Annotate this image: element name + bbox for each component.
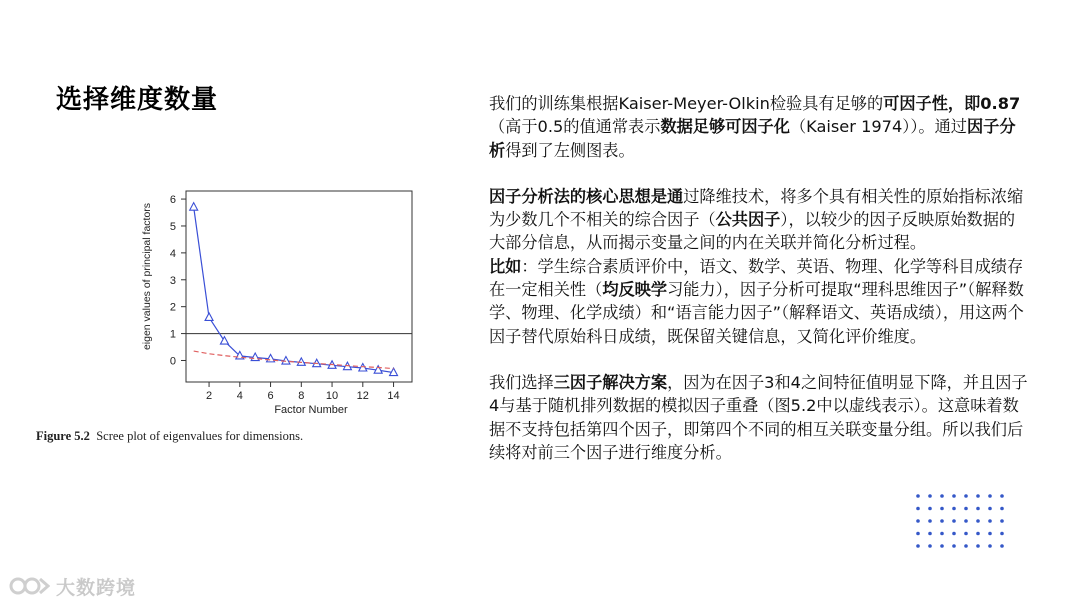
scree-plot-chart: [130, 185, 420, 415]
p1-segment: 数据足够可因子化: [660, 117, 790, 137]
paragraph-example: [489, 255, 1029, 348]
p4-segment: 我们选择: [489, 372, 554, 392]
decoration-dot: [916, 544, 920, 548]
decoration-dot: [952, 532, 956, 536]
decoration-dot: [964, 494, 968, 498]
p2-segment: 从而揭示变量之间的内在关联并简化分析过程。: [586, 233, 927, 253]
decoration-dot: [964, 507, 968, 511]
decoration-dot: [940, 507, 944, 511]
plot-frame: [186, 191, 412, 382]
decoration-dot: [976, 532, 980, 536]
decoration-dot: [916, 519, 920, 523]
decoration-dot: [928, 544, 932, 548]
p1-segment: （高于0.5的值通常表示: [489, 117, 661, 137]
y-tick-label: 5: [169, 220, 176, 233]
x-tick-label: 14: [387, 390, 400, 402]
y-tick-label: 4: [169, 247, 176, 260]
y-axis-label: eigen values of principal factors: [141, 202, 153, 351]
p3-segment: ：学生综合素质评价中，语文、数学、英语、物理、化学等科目成绩存在一定相关性（: [489, 256, 1024, 300]
decoration-dot: [940, 544, 944, 548]
decoration-dot: [928, 519, 932, 523]
decoration-dot: [928, 507, 932, 511]
decoration-dot: [976, 494, 980, 498]
decoration-dot: [988, 507, 992, 511]
p1-segment: 因子分析: [489, 117, 1016, 160]
decoration-dot: [1000, 532, 1004, 536]
decoration-dot: [940, 532, 944, 536]
decoration-dot: [1000, 519, 1004, 523]
decoration-dot: [964, 532, 968, 536]
decoration-dot: [916, 532, 920, 536]
figure-caption-label: Figure 5.2: [36, 429, 90, 443]
p4-segment: 三因子解决方案: [553, 372, 668, 392]
p4-segment: ，因为在因子3和4之间特征值明显下降，并且因子4与基于随机排列数据的模拟因子重叠（图5.2中以虚线表示）。这意味着数据不支持包括第四个因子，即第四个不同的相互关联变量分组。所以我们后续将对前三个因子进行维度分析。: [489, 372, 1028, 462]
x-tick-label: 6: [267, 390, 274, 402]
decoration-dot: [976, 544, 980, 548]
p3-segment: 习能力），因子分析可提取“理科思维因子”（解释数学、物理、化学成绩）和“语言能力因子”（解释语文、英语成绩），用这两个因子替代原始科日成绩，既保留关键信息，又简化评价维度。: [489, 280, 1024, 346]
x-tick-label: 12: [356, 390, 369, 402]
decoration-dot: [952, 519, 956, 523]
p1-segment: 得到了左侧图表。: [505, 140, 635, 160]
decoration-dot: [928, 532, 932, 536]
dot-grid-decoration: [914, 492, 1010, 552]
x-tick-label: 4: [236, 390, 243, 402]
figure-caption: [36, 429, 303, 444]
paragraph-factor-analysis: [489, 185, 1029, 255]
x-tick-label: 10: [325, 390, 339, 402]
watermark-text: 大数跨境: [56, 576, 137, 599]
paragraph-kmo: [489, 92, 1029, 162]
decoration-dot: [964, 519, 968, 523]
p2-segment: 因子分析法的核心思想是通: [489, 186, 684, 206]
y-tick-label: 6: [169, 194, 176, 207]
decoration-dot: [1000, 494, 1004, 498]
p1-segment: 可因子性，即0.87: [883, 94, 1021, 113]
x-axis-label: Factor Number: [274, 404, 348, 415]
decoration-dot: [952, 507, 956, 511]
decoration-dot: [928, 494, 932, 498]
eigenvalue-line: [194, 207, 394, 372]
paragraph-three-factor-solution: [489, 371, 1029, 464]
decoration-dot: [1000, 507, 1004, 511]
decoration-dot: [976, 519, 980, 523]
slide-title: 选择维度数量: [56, 85, 219, 115]
p1-segment: 我们的训练集根据Kaiser-Meyer-Olkin检验具有足够的: [489, 94, 884, 113]
y-tick-label: 3: [169, 274, 176, 287]
p2-segment: 过降维技术，将多个具有相关性的原始指: [683, 186, 975, 206]
decoration-dot: [916, 507, 920, 511]
y-tick-label: 1: [169, 328, 176, 341]
eigenvalue-point: [190, 203, 198, 211]
figure-caption-text: Scree plot of eigenvalues for dimensions.: [96, 429, 304, 443]
decoration-dot: [952, 494, 956, 498]
decoration-dot: [988, 532, 992, 536]
decoration-dot: [988, 519, 992, 523]
p3-segment: 均反映学: [602, 280, 668, 300]
decoration-dot: [940, 519, 944, 523]
y-tick-label: 2: [169, 301, 176, 314]
p2-segment: 标浓缩为少数几个不相关的综合因子（: [489, 186, 1024, 230]
x-tick-label: 2: [205, 390, 213, 402]
p3-segment: 比如: [489, 256, 522, 276]
x-tick-label: 8: [298, 390, 305, 402]
decoration-dot: [1000, 544, 1004, 548]
decoration-dot: [988, 494, 992, 498]
watermark-logo-icon: [8, 573, 50, 599]
eigenvalue-point: [205, 313, 213, 321]
watermark: [8, 572, 136, 600]
body-text: [489, 92, 1029, 464]
p2-segment: 公共因子: [715, 210, 781, 230]
decoration-dot: [940, 494, 944, 498]
y-tick-label: 0: [169, 355, 176, 368]
scree-plot-figure: [130, 185, 420, 415]
decoration-dot: [952, 544, 956, 548]
p1-segment: （Kaiser 1974））。通过: [789, 117, 967, 137]
decoration-dot: [964, 544, 968, 548]
p2-segment: ），以较少的因子反映原始数据的大部分信息，: [489, 210, 1016, 253]
decoration-dot: [916, 494, 920, 498]
decoration-dot: [976, 507, 980, 511]
decoration-dot: [988, 544, 992, 548]
